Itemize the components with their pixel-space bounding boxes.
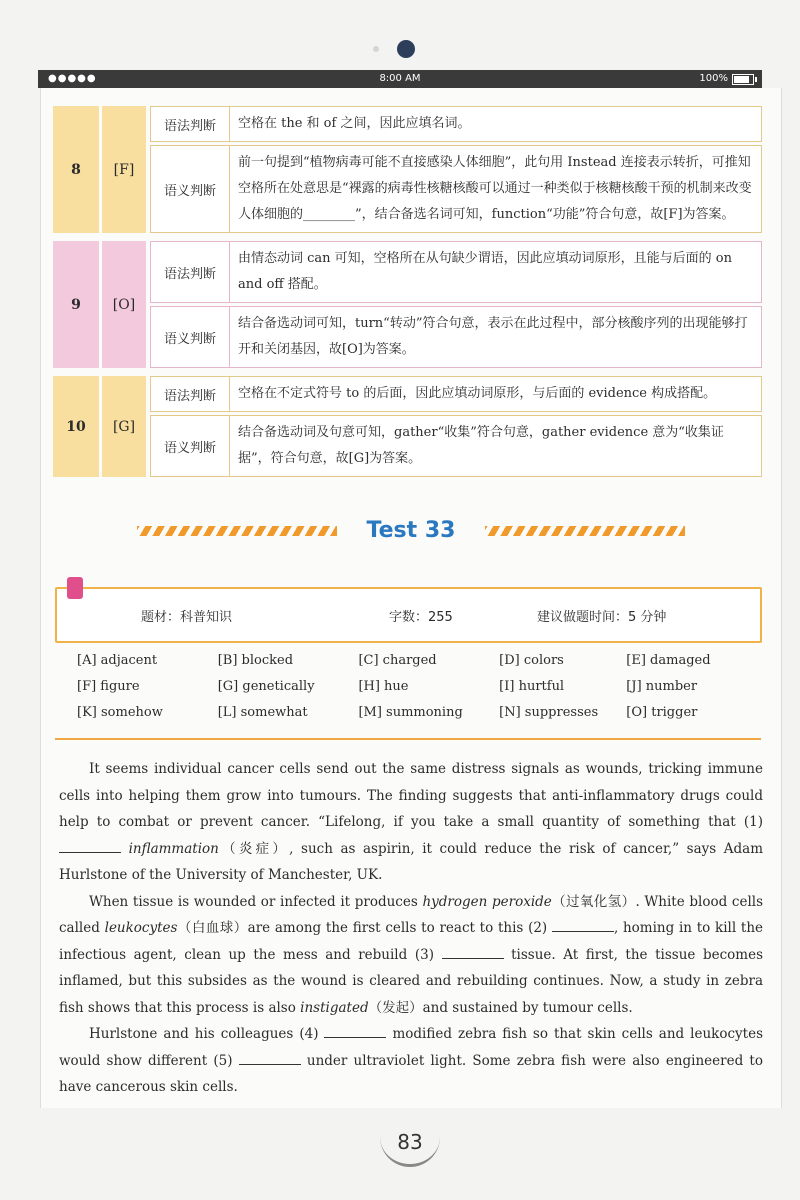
test-topic: 题材：科普知识 — [141, 610, 233, 625]
signal-icon: ●●●●● — [48, 73, 97, 84]
blank-1 — [59, 840, 121, 853]
row-label: 语义判断 — [151, 146, 230, 232]
row-text: 空格在 the 和 of 之间，因此应填名词。 — [238, 116, 471, 131]
row-text: 结合备选动词可知，turn“转动”符合句意，表示在此过程中，部分核酸序列的出现能够打开和关闭基因，故[O]为答案。 — [238, 316, 748, 357]
word-option: [K] somehow — [77, 705, 163, 720]
status-time: 8:00 AM — [379, 73, 421, 84]
word-option: [G] genetically — [217, 679, 315, 694]
blank-3 — [442, 946, 504, 959]
status-bar — [38, 70, 762, 88]
row-text: 前一句提到“植物病毒可能不直接感染人体细胞”，此句用 Instead 连接表示转折，可推知空格所在处意思是“裸露的病毒性核糖核酸可以通过一种类似于核糖核酸干预的机制来改变人体细胞的________”，结合备选名词可知，function“功能”符合句意，故[F]为答案。 — [238, 155, 752, 222]
word-option: [F] figure — [77, 679, 140, 694]
stripe-decoration — [137, 526, 337, 536]
word-bank — [77, 653, 767, 731]
page-number: 83 — [380, 1120, 440, 1167]
analysis-row — [150, 145, 762, 233]
paperclip-icon — [67, 577, 83, 599]
answer-group — [53, 241, 762, 368]
word-option: [M] summoning — [358, 705, 463, 720]
analysis-row — [150, 306, 762, 368]
word-option: [L] somewhat — [217, 705, 308, 720]
word-option: [A] adjacent — [77, 653, 158, 668]
answer-group — [53, 106, 762, 233]
stripe-decoration — [485, 526, 685, 536]
word-option: [N] suppresses — [499, 705, 599, 720]
row-text: 结合备选动词及句意可知，gather“收集”符合句意，gather evidence 意为“收集证据”，符合句意，故[G]为答案。 — [238, 425, 724, 466]
word-option: [E] damaged — [626, 653, 711, 668]
row-text: 空格在不定式符号 to 的后面，因此应填动词原形，与后面的 evidence 构成搭配。 — [238, 386, 717, 401]
analysis-row — [150, 415, 762, 477]
question-answer: [F] — [102, 106, 146, 233]
word-option: [C] charged — [358, 653, 437, 668]
test-info-box — [55, 587, 762, 643]
row-text: 由情态动词 can 可知，空格所在从句缺少谓语，因此应填动词原形，且能与后面的 on and off 搭配。 — [238, 251, 733, 292]
blank-4 — [324, 1025, 386, 1038]
word-option: [I] hurtful — [499, 679, 565, 694]
paragraph: When tissue is wounded or infected it produces hydrogen peroxide（过氧化氢）. White blood cells called leukocytes（白血球）are among the first cells to react to this (2) , homing in to kill the infectious agent, clean up the mess and rebuild (3) tissue. At first, the tissue becomes inflamed, but this subsides as the wound is cleared and rebuilding continues. Now, a study in zebra fish shows that this process is also instigated（发起）and sustained by tumour cells. — [59, 893, 764, 1016]
word-option: [B] blocked — [217, 653, 294, 668]
test-title: Test 33 — [366, 518, 456, 543]
battery-percent: 100% — [699, 73, 728, 84]
paragraph: Hurlstone and his colleagues (4) modified zebra fish so that skin cells and leukocytes would show different (5) under ultraviolet light. Some zebra fish were also engineered to have cancerous skin cells. — [59, 1026, 763, 1095]
question-answer: [O] — [102, 241, 146, 368]
blank-2 — [552, 919, 614, 932]
reading-passage — [59, 756, 763, 1101]
word-option: [D] colors — [499, 653, 564, 668]
page — [40, 88, 782, 1108]
word-option: [J] number — [626, 679, 698, 694]
row-label: 语法判断 — [151, 377, 230, 411]
question-number: 8 — [53, 106, 99, 233]
row-label: 语义判断 — [151, 416, 230, 476]
row-label: 语法判断 — [151, 107, 230, 141]
word-option: [O] trigger — [626, 705, 698, 720]
word-option: [H] hue — [358, 679, 409, 694]
test-time: 建议做题时间：5 分钟 — [537, 610, 667, 625]
question-number: 9 — [53, 241, 99, 368]
test-heading — [41, 518, 781, 543]
row-label: 语法判断 — [151, 242, 230, 302]
analysis-row — [150, 106, 762, 142]
camera-icon — [397, 40, 415, 58]
analysis-row — [150, 376, 762, 412]
answer-table — [53, 106, 762, 485]
battery-icon — [732, 74, 754, 85]
paragraph: It seems individual cancer cells send out the same distress signals as wounds, tricking immune cells into helping them grow into tumours. The finding suggests that anti-inflammatory drugs could help to combat or prevent cancer. “Lifelong, if you take a small quantity of something that (1) inflammation（炎症）, such as aspirin, it could reduce the risk of cancer,” says Adam Hurlstone of the University of Manchester, UK. — [59, 761, 763, 883]
camera-sensor — [373, 46, 379, 52]
row-label: 语义判断 — [151, 307, 230, 367]
analysis-row — [150, 241, 762, 303]
question-number: 10 — [53, 376, 99, 477]
blank-5 — [239, 1052, 301, 1065]
divider — [55, 738, 761, 740]
question-answer: [G] — [102, 376, 146, 477]
answer-group — [53, 376, 762, 477]
test-word-count: 字数：255 — [389, 610, 453, 625]
